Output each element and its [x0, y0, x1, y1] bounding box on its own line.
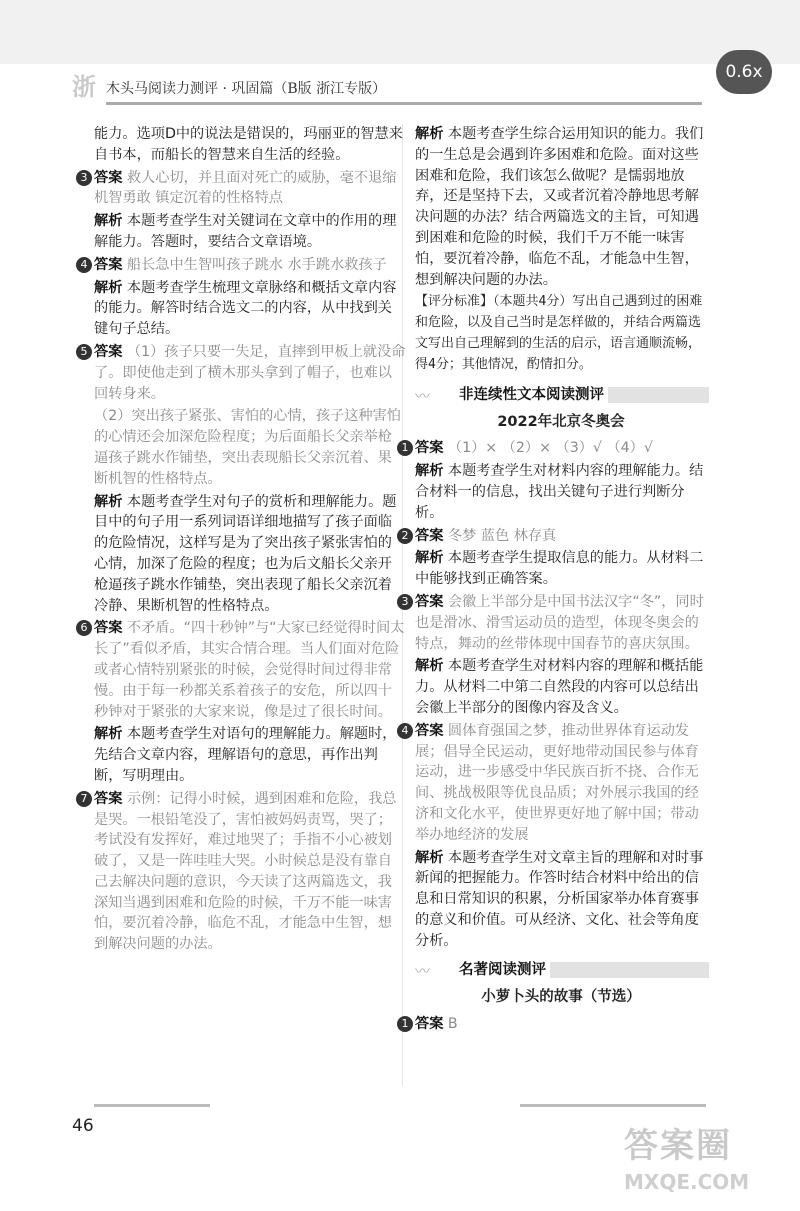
- zoom-level-badge[interactable]: 0.6x: [716, 50, 772, 94]
- section-title: 名著阅读测评: [455, 960, 550, 981]
- answer-label: 答案: [94, 256, 123, 273]
- answer-text-part-1: （1）孩子只要一失足，直摔到甲板上就没命了。即使他走到了横木那头拿到了帽子，也难以回转身来。: [94, 343, 406, 402]
- answer-text: 示例：记得小时候，遇到困难和危险，我总是哭。一根铅笔没了，害怕被妈妈责骂，哭了；考试没有发挥好，难过地哭了；手指不小心被划破了，又是一阵哇哇大哭。小时候总是没有靠自己去解决问题的意识，今天读了这两篇选文，我深知当遇到困难和危险的时候，千万不能一味害怕，要沉着冷静，临危不乱，才能急中生智，想到解决问题的办法。: [94, 790, 397, 953]
- answer-label: 答案: [415, 440, 444, 457]
- section-subtitle: 2022年北京冬奥会: [497, 413, 625, 430]
- question-number: 1: [397, 1016, 413, 1032]
- page-header: [72, 72, 712, 106]
- answer-text: 会徽上半部分是中国书法汉字“冬”，同时也是滑冰、滑雪运动员的造型，体现冬奥会的特点，舞动的丝带体现中国春节的喜庆氛围。: [415, 593, 704, 652]
- analysis-text: 本题考查学生对材料内容的理解和概括能力。从材料二中第二自然段的内容可以总结出会徽上半部分的图像内容及含义。: [415, 658, 704, 716]
- section-subtitle: 小萝卜头的故事（节选）: [481, 989, 641, 1006]
- analysis-text: 本题考查学生提取信息的能力。从材料二中能够找到正确答案。: [415, 550, 704, 588]
- footer-rule-left: [94, 1104, 210, 1107]
- answer-label: 答案: [415, 722, 444, 739]
- answer-label: 答案: [415, 593, 444, 610]
- analysis-text: 本题考查学生对关键词在文章中的作用的理解能力。答题时，要结合文章语境。: [94, 213, 397, 250]
- question-number: 6: [76, 620, 92, 636]
- nonlinear-question-1: [401, 438, 707, 459]
- analysis-label: 解析: [94, 279, 123, 296]
- analysis-text: 本题考查学生对材料内容的理解能力。结合材料一的信息，找出关键句子进行判断分析。: [415, 463, 704, 521]
- section-title: 非连续性文本阅读测评: [455, 385, 608, 406]
- nonlinear-question-2: [401, 526, 707, 547]
- site-watermark: [624, 1118, 774, 1202]
- answer-label: 答案: [415, 527, 444, 544]
- answer-label: 答案: [415, 1016, 444, 1033]
- page-number: 46: [72, 1116, 94, 1136]
- answer-text: 不矛盾。“四十秒钟”与“大家已经觉得时间太长了”看似矛盾，其实合情合理。当人们面对危险或者心情特别紧张的时候，会觉得时间过得非常慢。由于每一秒都关系着孩子的安危，所以四十秒钟对于紧张的大家来说，像是过了很长时间。: [94, 620, 405, 720]
- nonlinear-analysis-2: [415, 548, 707, 590]
- series-logo: 浙: [72, 72, 96, 101]
- answer-label: 答案: [94, 790, 123, 807]
- analysis-text: 本题考查学生对语句的理解能力。解题时，先结合文章内容，理解语句的意思，再作出判断，写明理由。: [94, 726, 397, 784]
- header-rule: [106, 102, 702, 105]
- wave-icon: 〰: [415, 386, 431, 405]
- section-header-classics: [415, 957, 707, 983]
- answer-text-part-2: （2）突出孩子紧张、害怕的心情，孩子这种害怕的心情还会加深危险程度；为后面船长父亲举枪逼孩子跳水作铺垫，突出表现船长父亲沉着、果断机智的性格特点。: [94, 408, 401, 487]
- nonlinear-analysis-4: [415, 848, 707, 952]
- analysis-label: 解析: [415, 849, 444, 866]
- nonlinear-analysis-3: [415, 656, 707, 718]
- analysis-4: [94, 278, 406, 340]
- analysis-7: [415, 124, 707, 290]
- analysis-label: 解析: [415, 126, 444, 142]
- analysis-label: 解析: [415, 658, 444, 675]
- footer-rule-right: [520, 1104, 706, 1107]
- question-number: 7: [76, 791, 92, 807]
- analysis-label: 解析: [94, 213, 123, 230]
- watermark-url: MXQE.COM: [624, 1170, 750, 1194]
- question-3: [80, 168, 406, 210]
- analysis-6: [94, 724, 406, 786]
- analysis-label: 解析: [415, 550, 444, 567]
- question-number: 3: [397, 594, 413, 610]
- classics-question-1: [401, 1014, 707, 1035]
- analysis-text: 本题考查学生综合运用知识的能力。我们的一生总是会遇到许多困难和危险。面对这些困难和危险，我们该怎么做呢？是懦弱地放弃，还是坚持下去，又或者沉着冷静地思考解决问题的办法？结合两篇选文的主旨，可知遇到困难和危险的时候，我们千万不能一味害怕，要沉着冷静，临危不乱，才能急中生智，想到解决问题的办法。: [415, 126, 704, 288]
- question-number: 4: [76, 257, 92, 273]
- analysis-label: 解析: [94, 726, 123, 743]
- analysis-label: 解析: [94, 493, 123, 510]
- question-7: [80, 789, 406, 955]
- book-title: 木头马阅读力测评 · 巩固篇（B版 浙江专版）: [106, 81, 387, 97]
- analysis-text: 本题考查学生梳理文章脉络和概括文章内容的能力。解答时结合选文二的内容，从中找到关键句子总结。: [94, 279, 397, 338]
- answer-text: 救人心切，并且面对死亡的威胁，毫不退缩 机智勇敢 镇定沉着的性格特点: [94, 169, 397, 207]
- watermark-title: 答案圈: [624, 1126, 732, 1166]
- wave-icon: 〰: [415, 962, 431, 981]
- answer-label: 答案: [94, 343, 123, 360]
- answer-text: B: [447, 1016, 458, 1033]
- section-header-nonlinear: [415, 382, 707, 408]
- analysis-label: 解析: [415, 463, 444, 480]
- answer-text: 船长急中生智叫孩子跳水 水手跳水救孩子: [126, 256, 387, 273]
- question-number: 3: [76, 170, 92, 186]
- viewer-top-band: [0, 0, 800, 64]
- answer-text: （1）× （2）× （3）√ （4）√: [447, 440, 653, 457]
- question-number: 1: [397, 440, 413, 456]
- question-6: [80, 618, 406, 722]
- right-column: [401, 124, 707, 1037]
- nonlinear-question-3: [401, 592, 707, 654]
- answer-text: 圆体育强国之梦，推动世界体育运动发展；倡导全民运动，更好地带动国民参与体育运动，进一步感受中华民族百折不挠、合作无间、挑战极限等优良品质；对外展示我国的经济和文化水平，使世界更好地了解中国；带动举办地经济的发展: [415, 722, 699, 843]
- question-4: [80, 255, 406, 276]
- analysis-text: 本题考查学生对文章主旨的理解和对时事新闻的把握能力。作答时结合材料中给出的信息和日常知识的积累，分析国家举办体育赛事的意义和价值。可从经济、文化、社会等角度分析。: [415, 849, 704, 949]
- answer-label: 答案: [94, 620, 123, 637]
- nonlinear-analysis-1: [415, 461, 707, 523]
- analysis-text: 本题考查学生对句子的赏析和理解能力。题目中的句子用一系列词语详细地描写了孩子面临的危险情况，这样写是为了突出孩子紧张害怕的心情，加深了危险的程度；也为后文船长父亲开枪逼孩子跳水作铺垫，突出表现了船长父亲沉着冷静、果断机智的性格特点。: [94, 493, 397, 614]
- question-number: 2: [397, 528, 413, 544]
- analysis-5: [94, 492, 406, 617]
- question-number: 5: [76, 344, 92, 360]
- intro-paragraph: 能力。选项D中的说法是错误的，玛丽亚的智慧来自书本，而船长的智慧来自生活的经验。: [94, 126, 403, 163]
- answer-label: 答案: [94, 169, 123, 186]
- nonlinear-question-4: [401, 721, 707, 846]
- left-column: [80, 124, 406, 957]
- answer-text: 冬梦 蓝色 林存真: [447, 527, 557, 544]
- analysis-3: [94, 211, 406, 253]
- question-number: 4: [397, 723, 413, 739]
- question-5: [80, 342, 406, 404]
- scoring-standard: 【评分标准】（本题共4分）写出自己遇到过的困难和危险，以及自己当时是怎样做的，并结合两篇选文写出自己理解到的生活的启示，语言通顺流畅，得4分；其他情况，酌情扣分。: [415, 294, 703, 372]
